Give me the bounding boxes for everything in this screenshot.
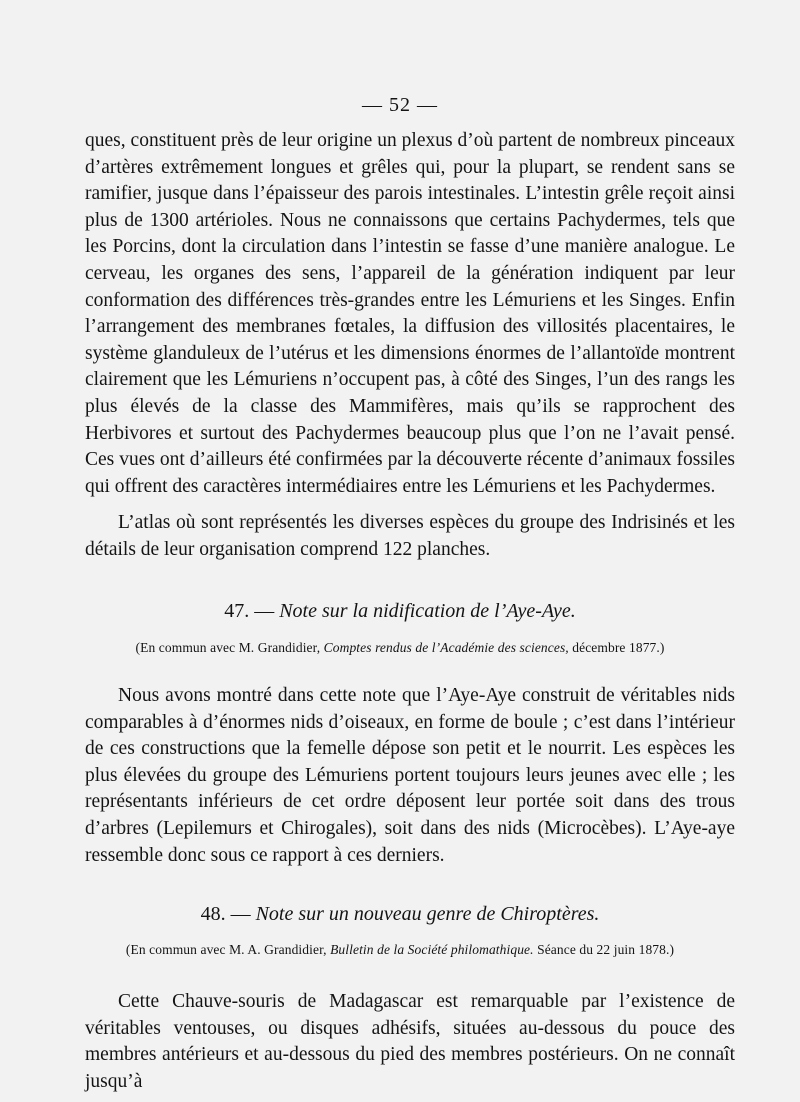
page-number: — 52 — — [362, 94, 438, 116]
note-48-ref-prefix: (En commun avec M. A. Grandidier, — [125, 942, 331, 957]
note-47-ref-prefix: (En commun avec M. Grandidier, — [135, 640, 324, 655]
note-48-ref-suffix: Séance du 22 juin 1878.) — [533, 942, 675, 957]
note-47-ref-journal: Comptes rendus de l’Académie des sciences, — [323, 640, 569, 655]
note-47-title: Note sur la nidification de l’Aye-Aye. — [279, 600, 576, 622]
paragraph-lemur-anatomy: ques, constituent près de leur origine un plexus d’où partent de nombreux pinceaux d’artères extrêmement longues et grêles qui, pour la plupart, se rendent sans se ramifier, jusque dans l’épaisseur des parois intestinales. L’intestin grêle reçoit ainsi plus de 1300 artérioles. Nous ne connaissons que certains Pachydermes, tels que les Porcins, dont la circulation dans l’intestin se fasse d’une manière analogue. Le cerveau, les organes des sens, l’appareil de la génération indiquent par leur conformation des différences très-grandes entre les Lémuriens et les Singes. Enfin l’arrangement des membranes fœtales, la diffusion des villosités placentaires, le système glanduleux de l’utérus et les dimensions énormes de l’allantoïde montrent clairement que les Lémuriens n’occupent pas, à côté des Singes, l’un des rangs les plus élevés de la classe des Mammifères, mais qu’ils se rapprochent des Herbivores et surtout des Pachydermes beaucoup plus que l’on ne l’avait pensé. Ces vues ont d’ailleurs été confirmées par la découverte récente d’animaux fossiles qui offrent des caractères intermédiaires entre les Lémuriens et les Pachydermes. — [85, 130, 735, 497]
note-47-ref-suffix: décembre 1877.) — [568, 640, 665, 655]
note-47-heading — [0, 600, 800, 623]
note-47-dash: — — [254, 600, 275, 622]
paragraph-chiroptera: Cette Chauve-souris de Madagascar est remarquable par l’existence de véritables ventouses, ou disques adhésifs, situées au-dessous du pouce des membres antérieurs et au-dessous du pied des membres postérieurs. On ne connaît jusqu’à — [85, 991, 735, 1092]
note-47-number: 47. — [224, 600, 250, 622]
note-47-reference — [0, 640, 800, 656]
note-48-reference — [0, 942, 800, 958]
note-48-ref-journal: Bulletin de la Société philomathique. — [330, 942, 534, 957]
note-48-heading — [0, 903, 800, 926]
note-48-dash: — — [230, 903, 251, 925]
note-48-title: Note sur un nouveau genre de Chiroptères. — [255, 903, 600, 925]
paragraph-aye-aye-nests: Nous avons montré dans cette note que l’Aye-Aye construit de véritables nids comparables à d’énormes nids d’oiseaux, en forme de boule ; c’est dans l’intérieur de ces constructions que la femelle dépose son petit et le nourrit. Les espèces les plus élevées du groupe des Lémuriens portent toujours leurs jeunes avec elle ; les représentants inférieurs de cet ordre déposent leur portée soit dans des trous d’arbres (Lepilemurs et Chirogales), soit dans des nids (Microcèbes). L’Aye-aye ressemble donc sous ce rapport à ces derniers. — [85, 685, 735, 866]
note-48-number: 48. — [200, 903, 226, 925]
paragraph-atlas: L’atlas où sont représentés les diverses espèces du groupe des Indrisinés et les détails de leur organisation comprend 122 planches. — [85, 512, 735, 560]
